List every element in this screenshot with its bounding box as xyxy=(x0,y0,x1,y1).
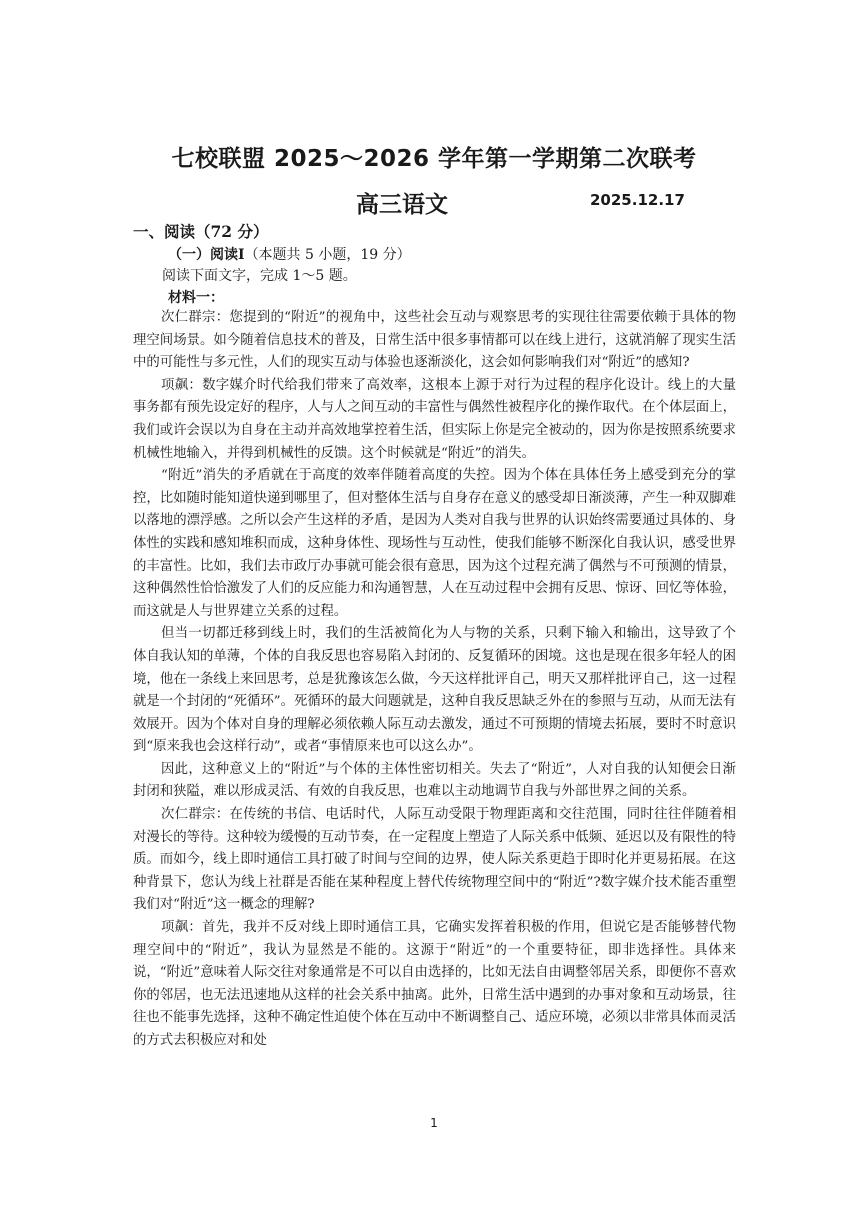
paragraph: 项飙：数字媒介时代给我们带来了高效率，这根本上源于对行为过程的程序化设计。线上的大量事务都有预先设定好的程序，人与人之间互动的丰富性与偶然性被程序化的操作取代。在个体层面上，我们或许会误以为自身在主动并高效地掌控着生活，但实际上你是完全被动的，因为你是按照系统要求机械性地输入，并得到机械性的反馈。这个时候就是“附近”的消失。 xyxy=(133,377,736,461)
exam-date: 2025.12.17 xyxy=(590,191,685,209)
section-heading: 一、阅读（72 分） xyxy=(133,222,269,241)
part-heading xyxy=(168,244,411,264)
material-label: 材料一： xyxy=(168,290,224,306)
paragraph: 次仁群宗：您提到的“附近”的视角中，这些社会互动与观察思考的实现往往需要依赖于具体的物理空间场景。如今随着信息技术的普及，日常生活中很多事情都可以在线上进行，这就消解了现实生活中的可能性与多元性，人们的现实互动与体验也逐渐淡化，这会如何影响我们对“附近”的感知? xyxy=(133,310,736,371)
article-body xyxy=(133,307,736,1053)
paragraph: 因此，这种意义上的“附近”与个体的主体性密切相关。失去了“附近”，人对自我的认知便会日渐封闭和狭隘，难以形成灵活、有效的自我反思，也难以主动地调节自我与外部世界之间的关系。 xyxy=(133,761,736,800)
paragraph: “附近”消失的矛盾就在于高度的效率伴随着高度的失控。因为个体在具体任务上感受到充分的掌控，比如随时能知道快递到哪里了，但对整体生活与自身存在意义的感受却日渐淡薄，产生一种双脚难以落地的漂浮感。之所以会产生这样的矛盾，是因为人类对自我与世界的认识始终需要通过具体的、身体性的实践和感知堆积而成，这种身体性、现场性与互动性，使我们能够不断深化自我认识，感受世界的丰富性。比如，我们去市政厅办事就可能会很有意思，因为这个过程充满了偶然与不可预测的情景，这种偶然性恰恰激发了人们的反应能力和沟通智慧，人在互动过程中会拥有反思、惊讶、回忆等体验，而这就是人与世界建立关系的过程。 xyxy=(133,468,736,619)
exam-title: 七校联盟 2025～2026 学年第一学期第二次联考 xyxy=(171,146,697,172)
paragraph: 次仁群宗：在传统的书信、电话时代，人际互动受限于物理距离和交往范围，同时往往伴随着相对漫长的等待。这种较为缓慢的互动节奏，在一定程度上塑造了人际关系中低频、延迟以及有限性的特质。而如今，线上即时通信工具打破了时间与空间的边界，使人际关系更趋于即时化并更易拓展。在这种背景下，您认为线上社群是否能在某种程度上替代传统物理空间中的“附近”?数字媒介技术能否重塑我们对“附近”这一概念的理解? xyxy=(133,807,736,913)
paragraph: 但当一切都迁移到线上时，我们的生活被简化为人与物的关系，只剩下输入和输出，这导致了个体自我认知的单薄，个体的自我反思也容易陷入封闭的、反复循环的困境。这也是现在很多年轻人的困境，他在一条线上来回思考，总是犹豫该怎么做，今天这样批评自己，明天又那样批评自己，这一过程就是一个封闭的“死循环”。死循环的最大问题就是，这种自我反思缺乏外在的参照与互动，从而无法有效展开。因为个体对自身的理解必须依赖人际互动去激发，通过不可预期的情境去拓展，要时不时意识到“原来我也会这样行动”，或者“事情原来也可以这么办”。 xyxy=(133,626,736,755)
part-note: （本题共 5 小题，19 分） xyxy=(244,247,411,263)
subject-title: 高三语文 xyxy=(356,192,448,218)
page-number: 1 xyxy=(430,1116,438,1130)
paragraph: 项飙：首先，我并不反对线上即时通信工具，它确实发挥着积极的作用，但说它是否能够替代物理空间中的“附近”，我认为显然是不能的。这源于“附近”的一个重要特征，即非选择性。具体来说，“附近”意味着人际交往对象通常是不可以自由选择的，比如无法自由调整邻居关系，即便你不喜欢你的邻居，也无法迅速地从这样的社会关系中抽离。此外，日常生活中遇到的办事对象和互动场景，往往也不能事先选择，这种不确定性迫使个体在互动中不断调整自己、适应环境，必须以非常具体而灵活的方式去积极应对和处 xyxy=(133,920,736,1048)
part-label: （一）阅读Ⅰ xyxy=(168,247,245,263)
instruction: 阅读下面文字，完成 1～5 题。 xyxy=(162,268,357,284)
